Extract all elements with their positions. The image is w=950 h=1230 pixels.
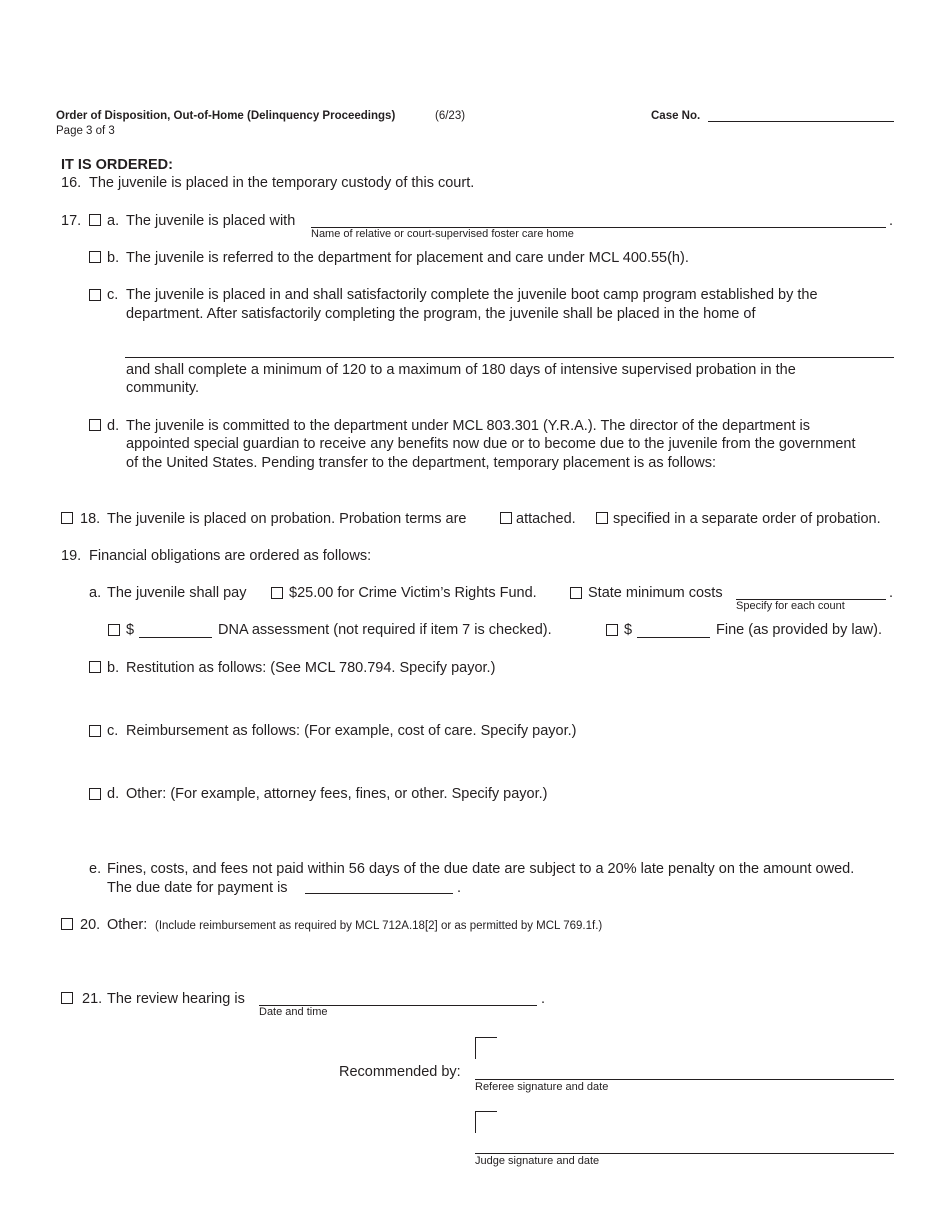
dna-amount-input[interactable] (141, 620, 210, 636)
fine-amount-input[interactable] (639, 620, 708, 636)
item20-number: 20. (80, 917, 101, 933)
form-title: Order of Disposition, Out-of-Home (Delinquency Proceedings) (56, 110, 396, 122)
referee-seal-bracket (475, 1037, 497, 1059)
placement-name-input[interactable] (313, 210, 883, 226)
probation-attached-label: attached. (516, 511, 576, 527)
item19e-letter: e. (89, 861, 102, 877)
item19d-text: Other: (For example, attorney fees, fines, or other. Specify payor.) (126, 786, 548, 802)
item18-checkbox[interactable] (61, 512, 73, 524)
review-hearing-input[interactable] (261, 988, 534, 1004)
due-date-period: . (457, 880, 462, 896)
item19c-checkbox[interactable] (89, 725, 101, 737)
dna-dollar: $ (126, 622, 135, 638)
item17c-home-line (125, 357, 894, 358)
case-no-input[interactable] (710, 104, 892, 120)
dna-label: DNA assessment (not required if item 7 is checked). (218, 622, 552, 638)
item21-number: 21. (82, 991, 103, 1007)
state-costs-caption: Specify for each count (736, 600, 845, 612)
referee-signature-line[interactable] (475, 1079, 894, 1080)
item16-number: 16. (61, 175, 82, 191)
review-hearing-period: . (541, 991, 546, 1007)
page-number: Page 3 of 3 (56, 125, 115, 137)
item17d-line3: of the United States. Pending transfer to the department, temporary placement is as follows: (126, 455, 716, 471)
fine-dollar: $ (624, 622, 633, 638)
review-hearing-caption: Date and time (259, 1006, 328, 1018)
item17b-text: The juvenile is referred to the department for placement and care under MCL 400.55(h). (126, 250, 689, 266)
item18-number: 18. (80, 511, 101, 527)
item17c-letter: c. (107, 287, 119, 303)
bootcamp-home-input[interactable] (127, 339, 891, 355)
fine-checkbox[interactable] (606, 624, 618, 636)
item17a-text: The juvenile is placed with (126, 213, 296, 229)
item17c-line3: and shall complete a minimum of 120 to a maximum of 180 days of intensive supervised probation in the (126, 362, 796, 378)
judge-signature-caption: Judge signature and date (475, 1155, 600, 1167)
state-costs-checkbox[interactable] (570, 587, 582, 599)
item18-text: The juvenile is placed on probation. Probation terms are (107, 511, 467, 527)
item19c-text: Reimbursement as follows: (For example, cost of care. Specify payor.) (126, 723, 577, 739)
item19b-letter: b. (107, 660, 120, 676)
item20-note: (Include reimbursement as required by MCL 712A.18[2] or as permitted by MCL 769.1f.) (155, 920, 603, 932)
dna-checkbox[interactable] (108, 624, 120, 636)
item21-checkbox[interactable] (61, 992, 73, 1004)
item19e-line2: The due date for payment is (107, 880, 288, 896)
item17d-letter: d. (107, 418, 120, 434)
ordered-heading: IT IS ORDERED: (61, 157, 173, 173)
state-costs-label: State minimum costs (588, 585, 723, 601)
item19b-text: Restitution as follows: (See MCL 780.794. Specify payor.) (126, 660, 496, 676)
item19-number: 19. (61, 548, 82, 564)
crime-victim-fund-label: $25.00 for Crime Victim’s Rights Fund. (289, 585, 537, 601)
item17c-checkbox[interactable] (89, 289, 101, 301)
recommended-by-label: Recommended by: (339, 1064, 461, 1080)
item19e-line1: Fines, costs, and fees not paid within 56 days of the due date are subject to a 20% late penalty on the amount owed. (107, 861, 855, 877)
item19b-checkbox[interactable] (89, 661, 101, 673)
due-date-input[interactable] (307, 876, 451, 892)
fine-amount-line (637, 637, 710, 638)
crime-victim-fund-checkbox[interactable] (271, 587, 283, 599)
item17a-letter: a. (107, 213, 120, 229)
form-version: (6/23) (435, 110, 466, 122)
item17b-checkbox[interactable] (89, 251, 101, 263)
item20-label: Other: (107, 917, 148, 933)
item17a-checkbox[interactable] (89, 214, 101, 226)
dna-amount-line (139, 637, 212, 638)
state-costs-period: . (889, 585, 894, 601)
probation-separate-checkbox[interactable] (596, 512, 608, 524)
item17a-caption: Name of relative or court-supervised foster care home (311, 228, 574, 240)
probation-attached-checkbox[interactable] (500, 512, 512, 524)
item20-checkbox[interactable] (61, 918, 73, 930)
referee-signature-caption: Referee signature and date (475, 1081, 609, 1093)
item17-number: 17. (61, 213, 82, 229)
item19a-letter: a. (89, 585, 102, 601)
item16-text: The juvenile is placed in the temporary custody of this court. (89, 175, 475, 191)
item19-text: Financial obligations are ordered as follows: (89, 548, 372, 564)
item19c-letter: c. (107, 723, 119, 739)
item21-text: The review hearing is (107, 991, 245, 1007)
fine-label: Fine (as provided by law). (716, 622, 883, 638)
item17c-line2: department. After satisfactorily completing the program, the juvenile shall be placed in the home of (126, 306, 756, 322)
probation-separate-label: specified in a separate order of probation. (613, 511, 881, 527)
case-no-label: Case No. (651, 110, 701, 122)
judge-seal-bracket (475, 1111, 497, 1133)
item17c-line4: community. (126, 380, 200, 396)
item19a-text: The juvenile shall pay (107, 585, 247, 601)
item17a-period: . (889, 213, 894, 229)
item19d-checkbox[interactable] (89, 788, 101, 800)
item17b-letter: b. (107, 250, 120, 266)
state-costs-input[interactable] (738, 582, 884, 598)
item19d-letter: d. (107, 786, 120, 802)
item17d-line2: appointed special guardian to receive any benefits now due or to become due to the juvenile from the government (126, 436, 856, 452)
judge-signature-line[interactable] (475, 1153, 894, 1154)
item17d-checkbox[interactable] (89, 419, 101, 431)
case-no-line (708, 121, 894, 122)
item17c-line1: The juvenile is placed in and shall satisfactorily complete the juvenile boot camp program established by the (126, 287, 818, 303)
item17d-line1: The juvenile is committed to the department under MCL 803.301 (Y.R.A.). The director of the department is (126, 418, 810, 434)
due-date-line (305, 893, 453, 894)
